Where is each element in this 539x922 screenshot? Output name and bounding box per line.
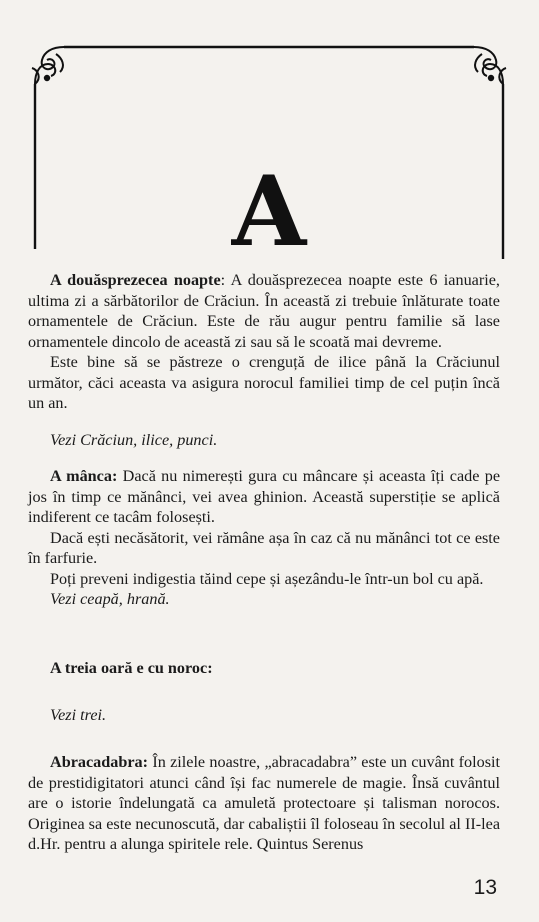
entry-paragraph: A douăsprezecea noapte: A douăsprezecea noapte este 6 ianuarie, ultima zi a sărbătorilor de Crăciun. În această zi trebuie înlăturate toate ornamentele de Crăciun. Este de rău augur pentru familie să lase ornamentele dincolo de această zi sau să le scoată mai devreme. <box>28 271 500 351</box>
entry-abracadabra <box>28 752 500 855</box>
entry-paragraph <box>28 466 500 528</box>
entry-term: A treia oară e cu noroc: <box>50 659 213 677</box>
entry-a-treia-oara <box>28 658 500 725</box>
decorative-header-frame <box>30 44 508 268</box>
corner-ornament-left <box>32 47 64 84</box>
entry-paragraph <box>28 658 500 679</box>
entry-paragraph: Poți preveni indigestia tăind cepe și așezându-le într-un bol cu apă. <box>50 569 484 588</box>
entry-paragraph: Dacă ești necăsătorit, vei rămâne așa în caz că nu mănânci tot ce este în farfurie. <box>28 528 500 567</box>
see-also-reference: Vezi ceapă, hrană. <box>50 590 170 608</box>
see-also-reference: Vezi trei. <box>50 705 107 724</box>
entry-term: Abracadabra: <box>50 753 149 771</box>
entry-term: A mânca: <box>50 467 118 485</box>
corner-ornament-right <box>474 47 506 84</box>
entry-text: A douăsprezecea noapte este 6 ianuarie, ultima zi a sărbătorilor de Crăciun. În această zi trebuie înlăturate toate ornamentele de Crăciun. Este de rău augur pentru familie să lase ornamentele dincolo de această zi sau să le scoată mai devreme. <box>28 271 500 351</box>
section-letter: A <box>231 155 307 268</box>
see-also-reference: Vezi Crăciun, ilice, punci. <box>50 430 218 449</box>
entry-a-manca <box>28 466 500 610</box>
entry-term: A douăsprezecea noapte <box>50 271 221 289</box>
entry-text: Dacă nu nimerești gura cu mâncare și aceasta îți cade pe jos în timp ce mănânci, vei avea ghinion. Această superstiție se aplică indiferent ce tacâm folosești. <box>28 467 501 526</box>
entry-paragraph: Este bine să se păstreze o crenguță de ilice până la Crăciunul următor, căci aceasta va asigura norocul familiei timp de cel puțin încă un an. <box>28 353 500 412</box>
page-number: 13 <box>473 876 497 899</box>
entry-paragraph <box>28 752 500 855</box>
entry-a-douasprezecea-noapte <box>28 270 500 450</box>
entry-text: În zilele noastre, „abracadabra” este un cuvânt folosit de prestidigitatori atunci când își fac numerele de magie. Însă cuvântul are o istorie îndelungată ca amuletă protectoare și talisman norocos. Originea sa este necunoscută, dar cabaliștii îl foloseau în secolul al II-lea d.Hr. pentru a alunga spiritele rele. Quintus Serenus <box>28 753 500 853</box>
